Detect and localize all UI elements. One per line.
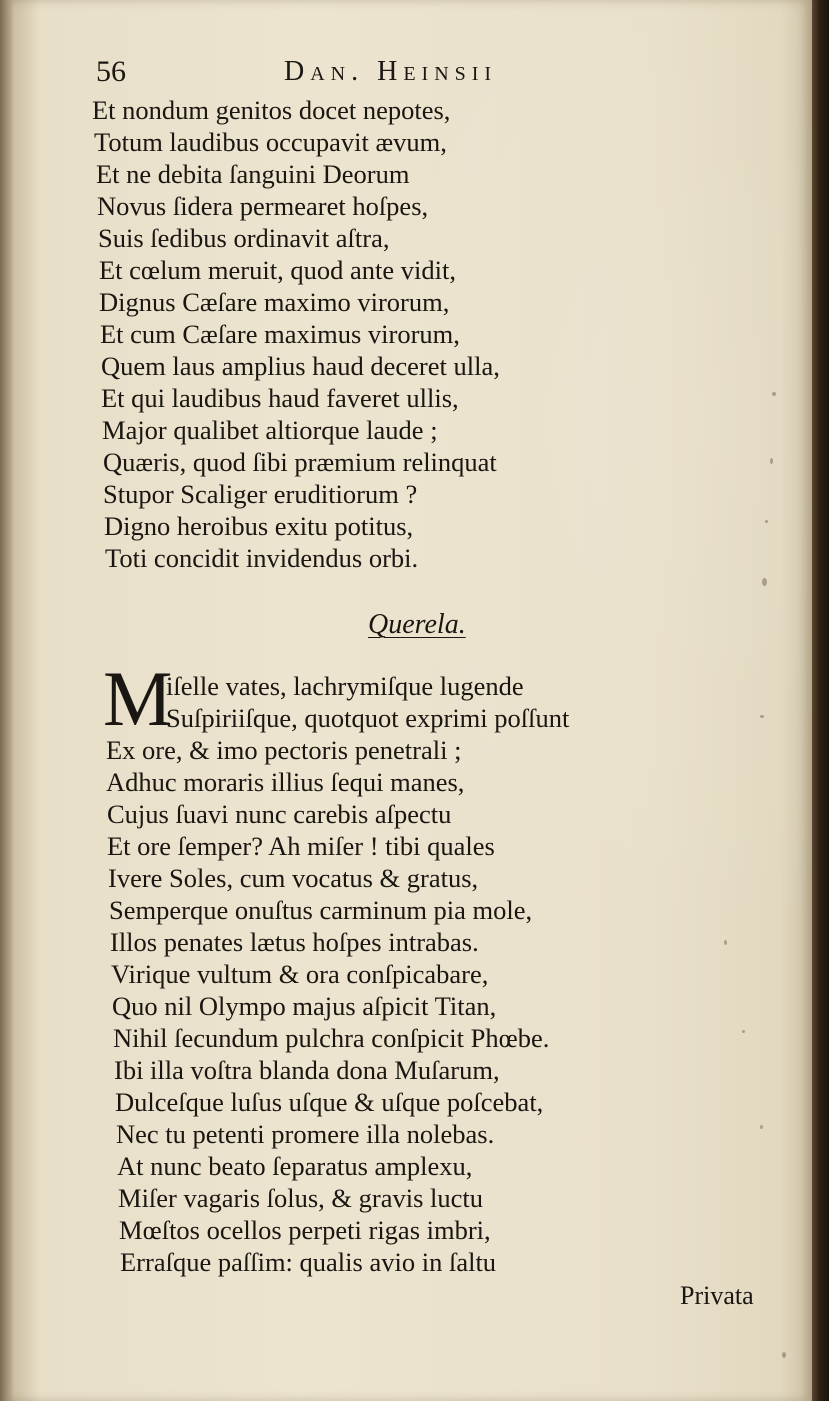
verse-line: Ex ore, & imo pectoris penetrali ; <box>106 735 462 765</box>
verse-line: Suis ſedibus ordinavit aſtra, <box>98 223 390 253</box>
gutter-shadow <box>0 0 14 1401</box>
verse-line: Ibi illa voſtra blanda dona Muſarum, <box>114 1055 500 1085</box>
verse-line: Cujus ſuavi nunc carebis aſpectu <box>107 799 452 829</box>
verse-line: Digno heroibus exitu potitus, <box>104 511 414 541</box>
page-number: 56 <box>96 55 126 88</box>
verse-line: Et ne debita ſanguini Deorum <box>96 159 410 189</box>
verse-line: Miſer vagaris ſolus, & gravis luctu <box>118 1183 484 1213</box>
verse-line: Quo nil Olympo majus aſpicit Titan, <box>112 991 497 1021</box>
verse-line: Et cum Cæſare maximus virorum, <box>100 319 460 349</box>
verse-line: Toti concidit invidendus orbi. <box>105 543 419 573</box>
verse-line: Nihil ſecundum pulchra conſpicit Phœbe. <box>113 1023 550 1053</box>
verse-line: At nunc beato ſeparatus amplexu, <box>117 1151 473 1181</box>
verse-line: Dignus Cæſare maximo virorum, <box>99 287 450 317</box>
verse-line: Novus ſidera permearet hoſpes, <box>97 191 429 221</box>
verse-line: Major qualibet altiorque laude ; <box>102 415 438 445</box>
book-edge <box>812 0 829 1401</box>
verse-line: Adhuc moraris illius ſequi manes, <box>106 767 465 797</box>
section-title: Querela. <box>368 609 466 640</box>
verse-line: Totum laudibus occupavit ævum, <box>94 127 447 157</box>
verse-line: Virique vultum & ora conſpicabare, <box>111 959 489 989</box>
verse-line: Mœſtos ocellos perpeti rigas imbri, <box>119 1215 491 1245</box>
verse-line: Suſpiriiſque, quotquot exprimi poſſunt <box>166 703 570 733</box>
verse-line: Erraſque paſſim: qualis avio in ſaltu <box>120 1247 497 1277</box>
catchword: Privata <box>680 1281 754 1310</box>
verse-line: Et nondum genitos docet nepotes, <box>92 95 451 125</box>
verse-line: Ivere Soles, cum vocatus & gratus, <box>108 863 479 893</box>
drop-cap: M <box>103 655 173 742</box>
running-title: Dan. Heinsii <box>284 56 498 87</box>
verse-line: Nec tu petenti promere illa nolebas. <box>116 1119 495 1149</box>
verse-line: Dulceſque luſus uſque & uſque poſcebat, <box>115 1087 544 1117</box>
verse-line: Semperque onuſtus carminum pia mole, <box>109 895 533 925</box>
verse-line: Stupor Scaliger eruditiorum ? <box>103 479 418 509</box>
verse-line: Illos penates lætus hoſpes intrabas. <box>110 927 479 957</box>
verse-line: Et qui laudibus haud faveret ullis, <box>101 383 459 413</box>
page-header <box>96 52 576 92</box>
verse-line: Et cœlum meruit, quod ante vidit, <box>99 255 456 285</box>
verse-line: Quem laus amplius haud deceret ulla, <box>101 351 500 381</box>
verse-line: iſelle vates, lachrymiſque lugende <box>166 671 524 701</box>
verse-line: Quæris, quod ſibi præmium relinquat <box>103 447 497 477</box>
verse-line: Et ore ſemper? Ah miſer ! tibi quales <box>107 831 495 861</box>
